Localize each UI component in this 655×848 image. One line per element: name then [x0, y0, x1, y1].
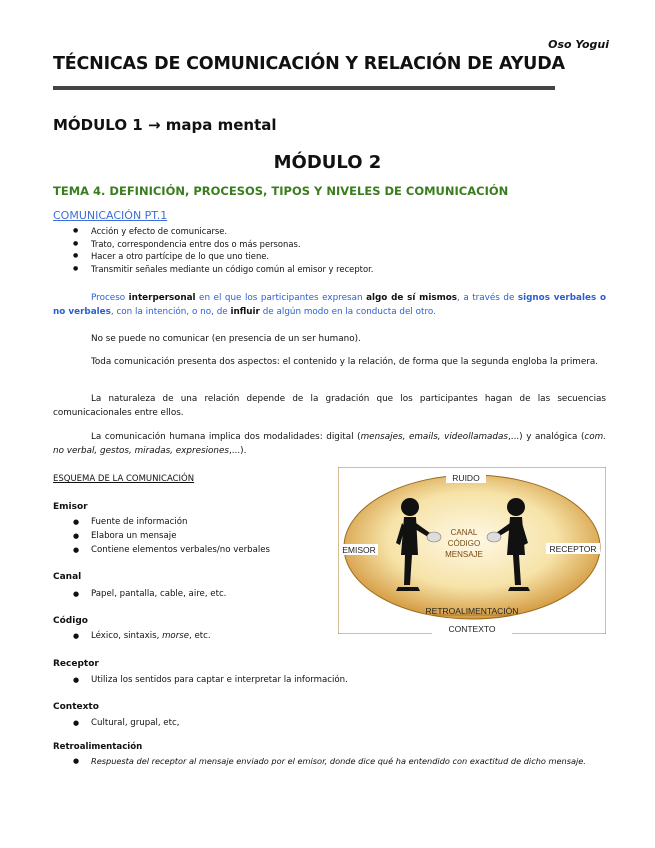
receptor-label: RECEPTOR	[549, 544, 597, 554]
text-run: com. no verbal, gestos, miradas, expresiones	[53, 432, 607, 456]
section-heading-retroalimentacion: Retroalimentación	[53, 742, 143, 752]
text-run: interpersonal	[128, 293, 196, 303]
paragraph-no-comunicar: No se puede no comunicar (en presencia de un ser humano).	[91, 334, 361, 344]
text-run: La comunicación humana implica dos modalidades: digital (	[91, 432, 361, 442]
document-title: TÉCNICAS DE COMUNICACIÓN Y RELACIÓN DE AYUDA	[53, 54, 565, 74]
text-run: ,...).	[228, 446, 247, 456]
text-run: en el que los participantes expresan	[195, 293, 367, 303]
contexto-list	[53, 716, 606, 730]
text-run: , con la intención, o no, de	[110, 307, 231, 317]
canal-label: CANAL	[450, 528, 478, 537]
paragraph-aspectos: Toda comunicación presenta dos aspectos: el contenido y la relación, de forma que la segunda engloba la primera.	[91, 357, 599, 367]
esquema-heading: ESQUEMA DE LA COMUNICACIÓN	[53, 474, 195, 484]
text-run: , a través de	[457, 293, 518, 303]
text-run: influir	[230, 307, 260, 317]
title-underline	[53, 86, 555, 90]
paragraph-proceso	[53, 291, 606, 319]
list-item: ● Hacer a otro partícipe de lo que uno tiene.	[53, 250, 373, 263]
text-run: signos verbales o no verbales	[53, 293, 607, 317]
list-item: ● Léxico, sintaxis, morse, etc.	[53, 629, 606, 643]
emisor-hand-icon	[427, 532, 441, 542]
retroalimentacion-label: RETROALIMENTACIÓN	[425, 606, 519, 616]
receptor-list	[53, 673, 606, 687]
tema-heading: TEMA 4. DEFINICIÓN, PROCESOS, TIPOS Y NIVELES DE COMUNICACIÓN	[53, 184, 509, 198]
receptor-hand-icon	[487, 532, 501, 542]
list-item: ● Cultural, grupal, etc,	[53, 716, 606, 730]
text-run: algo de sí mismos	[366, 293, 458, 303]
ruido-label: RUIDO	[452, 473, 480, 483]
author-name: Oso Yogui	[548, 38, 609, 51]
list-item: ● Fuente de información	[53, 515, 606, 529]
paragraph-modalidades	[53, 430, 606, 458]
list-item: ● Contiene elementos verbales/no verbales	[53, 543, 606, 557]
list-item: ● Utiliza los sentidos para captar e interpretar la información.	[53, 673, 606, 687]
text-run: mensajes, emails, videollamadas	[360, 432, 508, 442]
section-heading-contexto: Contexto	[53, 702, 99, 712]
codigo-label: CÓDIGO	[447, 539, 481, 548]
text-run: de algún modo en la conducta del otro.	[259, 307, 436, 317]
definition-list	[53, 225, 373, 275]
list-item: ● Acción y efecto de comunicarse.	[53, 225, 373, 238]
contexto-label: CONTEXTO	[448, 624, 496, 634]
communication-diagram	[338, 467, 606, 634]
module-2-heading: MÓDULO 2	[273, 152, 382, 173]
list-item: ● Trato, correspondencia entre dos o más personas.	[53, 238, 373, 251]
retroalimentacion-list	[53, 755, 606, 767]
section-heading-emisor: Emisor	[53, 502, 88, 512]
list-item: ● Elabora un mensaje	[53, 529, 606, 543]
list-item: ● Papel, pantalla, cable, aire, etc.	[53, 587, 606, 601]
comunicacion-link[interactable]: COMUNICACIÓN PT.1	[53, 209, 168, 222]
text-run: ,...) y analógica (	[508, 432, 585, 442]
module-1-heading: MÓDULO 1 → mapa mental	[53, 116, 277, 134]
section-heading-canal: Canal	[53, 572, 82, 582]
section-heading-receptor: Receptor	[53, 659, 99, 669]
text-run: Proceso	[91, 293, 129, 303]
list-item: ● Respuesta del receptor al mensaje enviado por el emisor, donde dice qué ha entendido con exactitud de dicho mensaje.	[53, 755, 606, 767]
section-heading-codigo: Código	[53, 616, 88, 626]
list-item: ● Transmitir señales mediante un código común al emisor y receptor.	[53, 263, 373, 276]
emisor-label: EMISOR	[342, 545, 376, 555]
mensaje-label: MENSAJE	[445, 550, 483, 559]
paragraph-naturaleza: La naturaleza de una relación depende de la gradación que los participantes hagan de las secuencias comunicacionales entre ellos.	[53, 394, 606, 418]
